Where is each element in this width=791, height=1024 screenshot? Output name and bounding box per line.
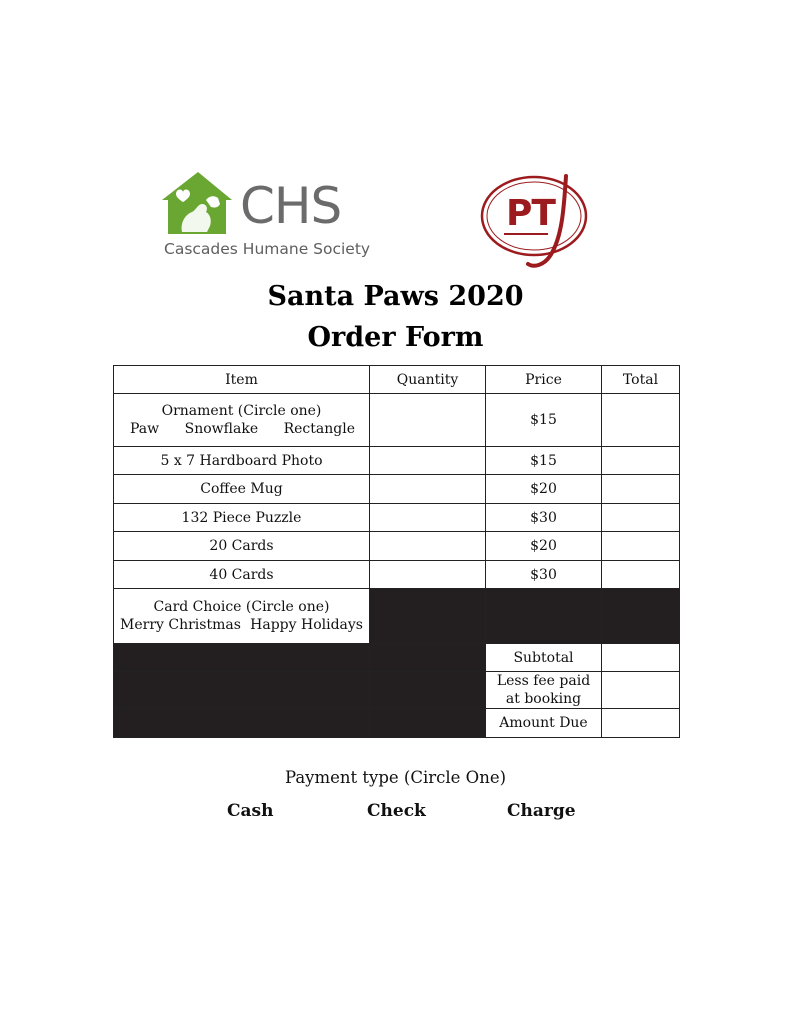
summary-row — [114, 672, 680, 709]
chs-abbreviation: CHS — [240, 177, 342, 235]
shaded-cell — [114, 709, 370, 738]
header-quantity: Quantity — [370, 366, 486, 394]
order-table — [113, 365, 680, 738]
price-cell: $30 — [486, 504, 602, 532]
item-cell: Coffee Mug — [114, 475, 370, 504]
subtotal-field[interactable] — [602, 644, 680, 672]
table-row — [114, 504, 680, 532]
payment-option-check[interactable]: Check — [367, 801, 426, 821]
price-cell: $20 — [486, 475, 602, 504]
quantity-field[interactable] — [370, 504, 486, 532]
option-paw[interactable]: Paw — [130, 421, 160, 437]
table-row — [114, 589, 680, 644]
shaded-cell — [602, 589, 680, 644]
subtotal-label: Subtotal — [486, 644, 602, 672]
shaded-cell — [114, 672, 370, 709]
price-cell: $30 — [486, 561, 602, 589]
price-cell: $15 — [486, 394, 602, 447]
shaded-cell — [370, 672, 486, 709]
option-happy-holidays[interactable]: Happy Holidays — [250, 617, 363, 633]
chs-organization-name: Cascades Humane Society — [164, 240, 371, 258]
total-field[interactable] — [602, 561, 680, 589]
table-row — [114, 561, 680, 589]
item-cell: 20 Cards — [114, 532, 370, 561]
table-row — [114, 447, 680, 475]
shaded-cell — [370, 644, 486, 672]
less-fee-label: Less fee paid at booking — [486, 672, 602, 709]
shaded-cell — [114, 644, 370, 672]
header-price: Price — [486, 366, 602, 394]
payment-type-title: Payment type (Circle One) — [284, 768, 507, 787]
chs-house-icon — [162, 170, 234, 236]
item-cell — [114, 394, 370, 447]
total-field[interactable] — [602, 475, 680, 504]
header-total: Total — [602, 366, 680, 394]
table-row — [114, 394, 680, 447]
page-title: Santa Paws 2020 — [267, 281, 524, 312]
item-cell — [114, 589, 370, 644]
shaded-cell — [486, 589, 602, 644]
shaded-cell — [370, 589, 486, 644]
quantity-field[interactable] — [370, 561, 486, 589]
total-field[interactable] — [602, 447, 680, 475]
option-snowflake[interactable]: Snowflake — [184, 421, 259, 437]
header-item: Item — [114, 366, 370, 394]
ptj-logo — [478, 168, 598, 272]
ptj-letters: PT — [506, 193, 555, 234]
ornament-options — [116, 420, 367, 438]
total-field[interactable] — [602, 394, 680, 447]
option-merry-christmas[interactable]: Merry Christmas — [120, 617, 241, 633]
table-row — [114, 475, 680, 504]
summary-row — [114, 644, 680, 672]
price-cell: $15 — [486, 447, 602, 475]
item-cell: 40 Cards — [114, 561, 370, 589]
amount-due-field[interactable] — [602, 709, 680, 738]
option-rectangle[interactable]: Rectangle — [283, 421, 355, 437]
item-cell: 132 Piece Puzzle — [114, 504, 370, 532]
summary-row — [114, 709, 680, 738]
payment-option-cash[interactable]: Cash — [227, 801, 274, 821]
chs-logo — [162, 168, 371, 263]
card-options — [116, 616, 367, 634]
quantity-field[interactable] — [370, 394, 486, 447]
quantity-field[interactable] — [370, 532, 486, 561]
page-subtitle: Order Form — [307, 322, 484, 353]
table-header-row — [114, 366, 680, 394]
item-label: Card Choice (Circle one) — [153, 599, 330, 615]
total-field[interactable] — [602, 504, 680, 532]
price-cell: $20 — [486, 532, 602, 561]
quantity-field[interactable] — [370, 475, 486, 504]
table-row — [114, 532, 680, 561]
less-fee-field[interactable] — [602, 672, 680, 709]
amount-due-label: Amount Due — [486, 709, 602, 738]
payment-option-charge[interactable]: Charge — [507, 801, 576, 821]
item-label: Ornament (Circle one) — [161, 403, 322, 419]
quantity-field[interactable] — [370, 447, 486, 475]
total-field[interactable] — [602, 532, 680, 561]
item-cell: 5 x 7 Hardboard Photo — [114, 447, 370, 475]
shaded-cell — [370, 709, 486, 738]
